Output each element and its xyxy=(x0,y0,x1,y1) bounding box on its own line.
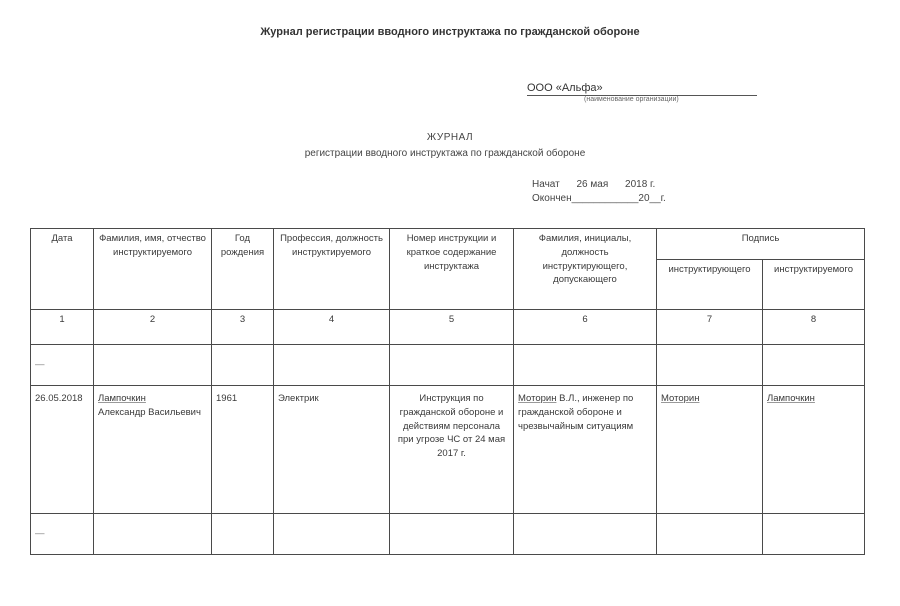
column-number: 4 xyxy=(274,310,390,345)
started-year: 2018 г. xyxy=(625,179,656,190)
table-cell xyxy=(274,514,390,555)
table-cell xyxy=(657,345,763,386)
header-signature: Подпись xyxy=(657,229,865,260)
header-birth-year: Год рождения xyxy=(212,229,274,310)
table-cell xyxy=(212,514,274,555)
organization-caption: (наименование организации) xyxy=(584,96,679,103)
entry-sig-instructor xyxy=(657,386,763,514)
page-heading: Журнал регистрации вводного инструктажа по гражданской обороне xyxy=(260,26,640,38)
entry-profession: Электрик xyxy=(274,386,390,514)
entry-date: 26.05.2018 xyxy=(31,386,94,514)
header-profession: Профессия, должность инструктируемого xyxy=(274,229,390,310)
entry-birth-year: 1961 xyxy=(212,386,274,514)
signature-instructed: Лампочкин xyxy=(767,393,815,404)
table-cell xyxy=(514,345,657,386)
header-instruction: Номер инструкции и краткое содержание инструктажа xyxy=(390,229,514,310)
column-number: 8 xyxy=(763,310,865,345)
header-row xyxy=(31,229,865,260)
table-cell xyxy=(763,345,865,386)
column-number: 6 xyxy=(514,310,657,345)
column-number: 2 xyxy=(94,310,212,345)
entry-name-rest: Александр Васильевич xyxy=(98,406,201,418)
column-number: 3 xyxy=(212,310,274,345)
entry-row xyxy=(31,386,865,514)
table-cell xyxy=(390,514,514,555)
header-date: Дата xyxy=(31,229,94,310)
header-name: Фамилия, имя, отчество инструктируемого xyxy=(94,229,212,310)
dash-cell: — xyxy=(31,345,94,386)
column-number: 1 xyxy=(31,310,94,345)
table-cell xyxy=(274,345,390,386)
journal-title: ЖУРНАЛ xyxy=(426,132,474,143)
table-cell xyxy=(94,514,212,555)
header-sig-instructed: инструктируемого xyxy=(763,260,865,310)
column-number: 7 xyxy=(657,310,763,345)
entry-surname: Лампочкин xyxy=(98,393,146,404)
table-cell xyxy=(657,514,763,555)
organization-name: ООО «Альфа» xyxy=(527,82,757,96)
dash-cell: — xyxy=(31,514,94,555)
header-instructor: Фамилия, инициалы, должность инструктирующего, допускающего xyxy=(514,229,657,310)
table-cell xyxy=(212,345,274,386)
column-number: 5 xyxy=(390,310,514,345)
entry-instructor-surname: Моторин xyxy=(518,393,557,404)
started-date: 26 мая xyxy=(576,179,609,190)
started-line xyxy=(532,179,669,190)
started-label: Начат xyxy=(532,179,560,190)
table-cell xyxy=(390,345,514,386)
entry-instructor xyxy=(514,386,657,514)
column-number-row xyxy=(31,310,865,345)
entry-sig-instructed xyxy=(763,386,865,514)
empty-row xyxy=(31,345,865,386)
entry-name xyxy=(94,386,212,514)
table-cell xyxy=(763,514,865,555)
ended-line: Окончен____________20__г. xyxy=(532,193,666,204)
entry-instructor-rest: В.Л., инженер по гражданской обороне и чрезвычайным ситуациям xyxy=(518,393,634,432)
table-cell xyxy=(514,514,657,555)
empty-row xyxy=(31,514,865,555)
signature-instructor: Моторин xyxy=(661,393,700,404)
journal-subtitle: регистрации вводного инструктажа по гражданской обороне xyxy=(304,148,586,159)
instruction-log-table xyxy=(30,228,865,555)
header-sig-instructor: инструктирующего xyxy=(657,260,763,310)
table-cell xyxy=(94,345,212,386)
entry-instruction: Инструкция по гражданской обороне и действиям персонала при угрозе ЧС от 24 мая 2017 г. xyxy=(390,386,514,514)
